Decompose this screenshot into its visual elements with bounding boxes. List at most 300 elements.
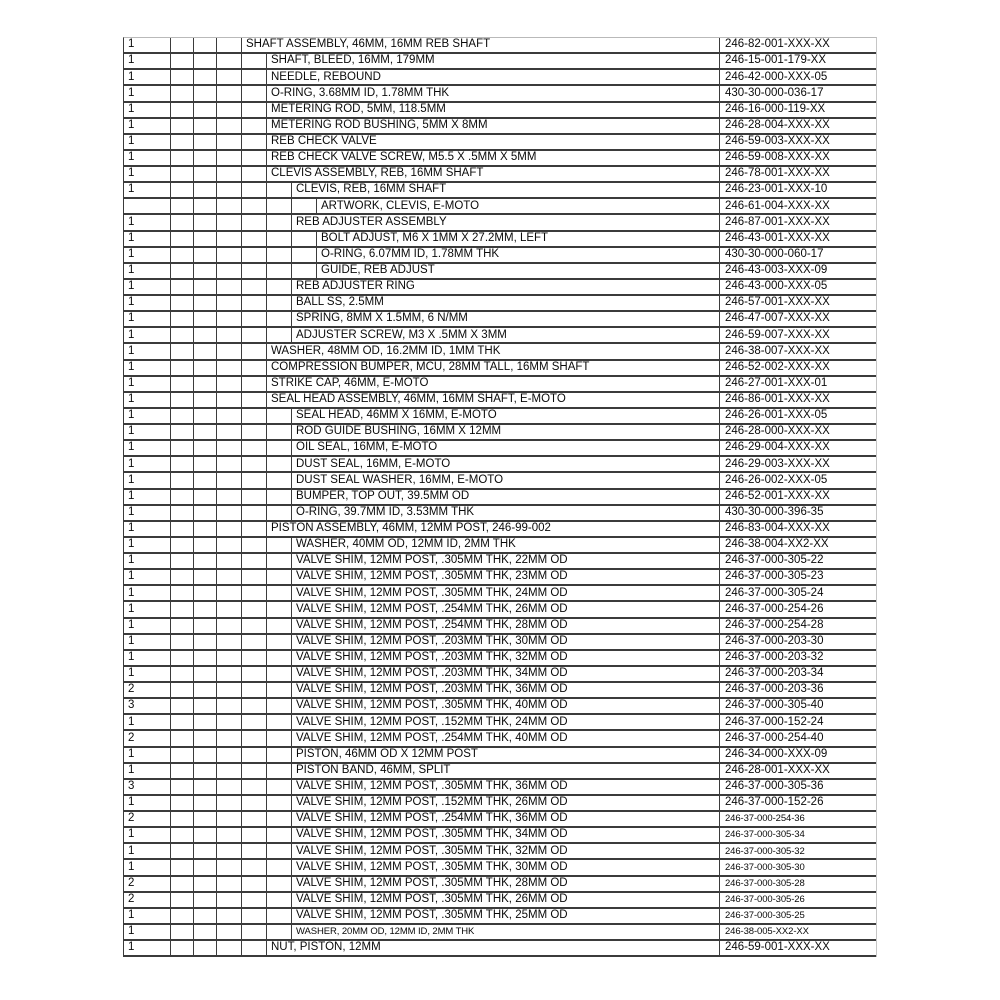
spacer-cell [217,877,242,891]
spacer-cell [194,748,217,762]
spacer-cell [171,828,194,842]
spacer-cell [171,893,194,907]
qty-cell: 1 [124,828,171,842]
part-number-cell: 246-37-000-152-26 [725,796,824,809]
part-number-cell: 246-37-000-254-36 [725,813,805,825]
description-cell [242,925,720,939]
table-row [124,361,876,377]
indent-spacer [267,796,292,810]
description-cell [242,844,720,858]
qty-cell: 2 [124,877,171,891]
description-text: VALVE SHIM, 12MM POST, .152MM THK, 24MM OD [296,715,568,728]
spacer-cell [194,925,217,939]
part-number-cell: 246-43-003-XXX-09 [725,264,828,277]
qty-cell: 1 [124,715,171,729]
indent-spacer [242,554,267,568]
description-text: VALVE SHIM, 12MM POST, .305MM THK, 34MM OD [296,828,568,841]
indent-spacer [267,296,292,310]
description-cell [242,522,720,536]
qty-cell: 2 [124,731,171,745]
qty-cell: 1 [124,506,171,520]
spacer-cell [194,248,217,262]
spacer-cell [171,425,194,439]
spacer-cell [194,538,217,552]
description-text: COMPRESSION BUMPER, MCU, 28MM TALL, 16MM SHAFT [271,360,590,373]
description-cell [242,715,720,729]
indent-spacer [242,651,267,665]
spacer-cell [194,860,217,874]
part-number-cell: 246-38-007-XXX-XX [725,344,830,357]
spacer-cell [194,764,217,778]
table-row [124,635,876,651]
description-text: WASHER, 40MM OD, 12MM ID, 2MM THK [296,538,516,551]
indent-spacer [242,844,267,858]
spacer-cell [171,538,194,552]
description-cell [242,183,720,197]
table-row [124,70,876,86]
description-text: DUST SEAL WASHER, 16MM, E-MOTO [296,473,504,486]
description-text: REB CHECK VALVE [271,135,377,148]
indent-spacer [267,312,292,326]
qty-cell: 1 [124,393,171,407]
spacer-cell [217,570,242,584]
spacer-cell [171,215,194,229]
spacer-cell [171,361,194,375]
spacer-cell [194,780,217,794]
spacer-cell [194,893,217,907]
spacer-cell [217,344,242,358]
qty-cell: 1 [124,167,171,181]
description-text: BOLT ADJUST, M6 X 1MM X 27.2MM, LEFT [321,231,549,244]
description-text: REB CHECK VALVE SCREW, M5.5 X .5MM X 5MM [271,151,537,164]
part-number-cell: 246-37-000-305-26 [725,893,805,905]
table-row [124,344,876,360]
indent-spacer [242,715,267,729]
indent-spacer [242,812,267,826]
spacer-cell [171,764,194,778]
indent-spacer [242,490,267,504]
spacer-cell [194,554,217,568]
description-cell [242,457,720,471]
table-row [124,86,876,102]
qty-cell: 1 [124,925,171,939]
qty-cell: 3 [124,699,171,713]
indent-spacer [267,764,292,778]
qty-cell: 1 [124,457,171,471]
indent-spacer [242,86,267,100]
part-number-cell: 430-30-000-060-17 [725,247,824,260]
table-row [124,490,876,506]
qty-cell: 1 [124,796,171,810]
spacer-cell [217,812,242,826]
indent-spacer [267,586,292,600]
spacer-cell [217,651,242,665]
indent-spacer [242,280,267,294]
spacer-cell [217,635,242,649]
spacer-cell [171,457,194,471]
indent-spacer [267,877,292,891]
spacer-cell [217,602,242,616]
spacer-cell [171,393,194,407]
indent-spacer [267,860,292,874]
description-cell [242,538,720,552]
description-cell [242,296,720,310]
description-cell [242,248,720,262]
indent-spacer [267,667,292,681]
description-text: CLEVIS, REB, 16MM SHAFT [296,183,447,196]
indent-spacer [267,748,292,762]
spacer-cell [217,554,242,568]
spacer-cell [171,441,194,455]
indent-spacer [267,828,292,842]
description-text: PISTON ASSEMBLY, 46MM, 12MM POST, 246-99-002 [271,522,551,535]
description-text: VALVE SHIM, 12MM POST, .254MM THK, 28MM OD [296,618,568,631]
part-number-cell: 430-30-000-036-17 [725,86,824,99]
indent-spacer [267,570,292,584]
spacer-cell [217,844,242,858]
qty-cell: 1 [124,570,171,584]
description-text: VALVE SHIM, 12MM POST, .305MM THK, 24MM OD [296,586,568,599]
description-text: PISTON BAND, 46MM, SPLIT [296,763,451,776]
spacer-cell [217,893,242,907]
description-cell [242,506,720,520]
description-cell [242,119,720,133]
qty-cell: 1 [124,554,171,568]
spacer-cell [217,457,242,471]
table-row [124,312,876,328]
table-row [124,538,876,554]
indent-spacer [242,635,267,649]
description-text: SEAL HEAD, 46MM X 16MM, E-MOTO [296,409,497,422]
qty-cell: 1 [124,248,171,262]
description-cell [242,393,720,407]
spacer-cell [171,473,194,487]
spacer-cell [217,409,242,423]
spacer-cell [217,296,242,310]
spacer-cell [171,602,194,616]
indent-spacer [267,248,292,262]
indent-spacer [242,441,267,455]
spacer-cell [194,602,217,616]
description-cell [242,135,720,149]
spacer-cell [171,248,194,262]
description-cell [242,328,720,342]
spacer-cell [217,199,242,213]
indent-spacer [267,199,292,213]
qty-cell: 1 [124,361,171,375]
spacer-cell [171,925,194,939]
description-cell [242,570,720,584]
qty-cell: 1 [124,844,171,858]
indent-spacer [242,699,267,713]
description-text: DUST SEAL, 16MM, E-MOTO [296,457,451,470]
qty-cell: 1 [124,490,171,504]
indent-spacer [242,731,267,745]
description-cell [242,941,720,955]
description-text: VALVE SHIM, 12MM POST, .203MM THK, 36MM OD [296,683,568,696]
description-cell [242,441,720,455]
table-row [124,715,876,731]
spacer-cell [217,232,242,246]
spacer-cell [217,86,242,100]
description-text: REB ADJUSTER ASSEMBLY [296,215,447,228]
part-number-cell: 246-37-000-305-25 [725,910,805,922]
indent-spacer [267,780,292,794]
spacer-cell [217,183,242,197]
spacer-cell [194,490,217,504]
qty-cell: 1 [124,54,171,68]
qty-cell: 1 [124,409,171,423]
qty-cell: 1 [124,344,171,358]
spacer-cell [171,522,194,536]
table-row [124,119,876,135]
spacer-cell [194,828,217,842]
description-text: VALVE SHIM, 12MM POST, .305MM THK, 40MM OD [296,699,568,712]
spacer-cell [194,167,217,181]
table-row [124,860,876,876]
qty-cell [124,199,171,213]
description-text: SEAL HEAD ASSEMBLY, 46MM, 16MM SHAFT, E-MOTO [271,393,566,406]
indent-spacer [242,796,267,810]
spacer-cell [194,570,217,584]
qty-cell: 3 [124,780,171,794]
spacer-cell [217,941,242,955]
description-text: STRIKE CAP, 46MM, E-MOTO [271,376,429,389]
spacer-cell [194,941,217,955]
qty-cell: 1 [124,232,171,246]
spacer-cell [194,441,217,455]
description-text: WASHER, 48MM OD, 16.2MM ID, 1MM THK [271,344,501,357]
qty-cell: 1 [124,312,171,326]
description-cell [242,602,720,616]
description-cell [242,312,720,326]
qty-cell: 1 [124,667,171,681]
description-text: BUMPER, TOP OUT, 39.5MM OD [296,489,470,502]
part-number-cell: 246-29-003-XXX-XX [725,457,830,470]
part-number-cell: 246-29-004-XXX-XX [725,441,830,454]
table-row [124,812,876,828]
table-row [124,909,876,925]
spacer-cell [194,312,217,326]
spacer-cell [171,877,194,891]
table-row [124,393,876,409]
table-row [124,796,876,812]
part-number-cell: 246-57-001-XXX-XX [725,296,830,309]
part-number-cell: 246-37-000-305-30 [725,861,805,873]
indent-spacer [242,54,267,68]
indent-spacer [267,699,292,713]
spacer-cell [217,796,242,810]
spacer-cell [217,522,242,536]
indent-spacer [267,683,292,697]
spacer-cell [171,86,194,100]
indent-spacer [242,135,267,149]
qty-cell: 1 [124,215,171,229]
spacer-cell [171,409,194,423]
description-cell [242,473,720,487]
qty-cell: 2 [124,893,171,907]
spacer-cell [171,506,194,520]
spacer-cell [194,377,217,391]
indent-spacer [292,264,317,278]
qty-cell: 1 [124,86,171,100]
description-cell [242,490,720,504]
table-row [124,183,876,199]
indent-spacer [242,925,267,939]
qty-cell: 1 [124,377,171,391]
spacer-cell [194,909,217,923]
spacer-cell [171,328,194,342]
indent-spacer [242,344,267,358]
description-text: VALVE SHIM, 12MM POST, .203MM THK, 30MM OD [296,634,568,647]
indent-spacer [242,506,267,520]
qty-cell: 1 [124,941,171,955]
description-text: VALVE SHIM, 12MM POST, .254MM THK, 40MM OD [296,731,568,744]
table-row [124,554,876,570]
description-cell [242,167,720,181]
spacer-cell [217,441,242,455]
part-number-cell: 246-27-001-XXX-01 [725,376,828,389]
table-row [124,264,876,280]
table-row [124,602,876,618]
spacer-cell [194,215,217,229]
spacer-cell [171,135,194,149]
description-cell [242,199,720,213]
description-text: ARTWORK, CLEVIS, E-MOTO [321,199,480,212]
indent-spacer [242,586,267,600]
qty-cell: 1 [124,151,171,165]
part-number-cell: 246-28-000-XXX-XX [725,425,830,438]
spacer-cell [194,103,217,117]
spacer-cell [171,715,194,729]
description-cell [242,796,720,810]
spacer-cell [171,296,194,310]
indent-spacer [242,377,267,391]
description-text: VALVE SHIM, 12MM POST, .152MM THK, 26MM OD [296,796,568,809]
qty-cell: 2 [124,683,171,697]
indent-spacer [267,280,292,294]
spacer-cell [217,215,242,229]
table-row [124,457,876,473]
parts-list-table [123,37,877,957]
table-row [124,828,876,844]
table-row [124,328,876,344]
spacer-cell [194,651,217,665]
spacer-cell [194,70,217,84]
qty-cell: 1 [124,473,171,487]
spacer-cell [171,683,194,697]
description-cell [242,893,720,907]
spacer-cell [217,167,242,181]
part-number-cell: 246-37-000-203-30 [725,634,824,647]
spacer-cell [194,328,217,342]
indent-spacer [267,183,292,197]
indent-spacer [242,183,267,197]
spacer-cell [217,538,242,552]
qty-cell: 1 [124,280,171,294]
table-row [124,409,876,425]
qty-cell: 1 [124,264,171,278]
part-number-cell: 246-37-000-203-34 [725,667,824,680]
spacer-cell [171,54,194,68]
indent-spacer [242,522,267,536]
description-text: PISTON, 46MM OD X 12MM POST [296,747,478,760]
indent-spacer [242,909,267,923]
indent-spacer [267,457,292,471]
spacer-cell [171,570,194,584]
indent-spacer [242,296,267,310]
indent-spacer [292,199,317,213]
description-text: VALVE SHIM, 12MM POST, .305MM THK, 22MM OD [296,554,568,567]
qty-cell: 1 [124,70,171,84]
description-text: METERING ROD, 5MM, 118.5MM [271,102,446,115]
table-row [124,441,876,457]
description-cell [242,909,720,923]
description-cell [242,764,720,778]
indent-spacer [267,844,292,858]
description-cell [242,377,720,391]
indent-spacer [267,651,292,665]
table-row [124,167,876,183]
qty-cell: 1 [124,860,171,874]
part-number-cell: 246-37-000-152-24 [725,715,824,728]
description-text: VALVE SHIM, 12MM POST, .305MM THK, 26MM OD [296,892,568,905]
part-number-cell: 246-52-001-XXX-XX [725,489,830,502]
spacer-cell [194,473,217,487]
spacer-cell [217,70,242,84]
spacer-cell [194,715,217,729]
table-row [124,699,876,715]
part-number-cell: 246-87-001-XXX-XX [725,215,830,228]
description-cell [242,86,720,100]
indent-spacer [242,328,267,342]
table-row [124,199,876,215]
description-cell [242,586,720,600]
indent-spacer [267,441,292,455]
spacer-cell [194,877,217,891]
spacer-cell [171,796,194,810]
description-cell [242,780,720,794]
spacer-cell [171,667,194,681]
part-number-cell: 246-26-001-XXX-05 [725,409,828,422]
description-cell [242,425,720,439]
spacer-cell [194,683,217,697]
spacer-cell [194,667,217,681]
spacer-cell [171,844,194,858]
indent-spacer [242,119,267,133]
spacer-cell [171,812,194,826]
description-text: O-RING, 6.07MM ID, 1.78MM THK [321,247,500,260]
spacer-cell [171,651,194,665]
indent-spacer [242,425,267,439]
indent-spacer [267,619,292,633]
qty-cell: 1 [124,651,171,665]
qty-cell: 1 [124,119,171,133]
description-text: VALVE SHIM, 12MM POST, .254MM THK, 36MM OD [296,812,568,825]
indent-spacer [267,473,292,487]
description-cell [242,812,720,826]
spacer-cell [194,522,217,536]
indent-spacer [267,409,292,423]
spacer-cell [217,312,242,326]
spacer-cell [217,715,242,729]
table-row [124,764,876,780]
description-cell [242,409,720,423]
description-text: CLEVIS ASSEMBLY, REB, 16MM SHAFT [271,167,484,180]
description-text: VALVE SHIM, 12MM POST, .305MM THK, 28MM OD [296,876,568,889]
spacer-cell [217,699,242,713]
part-number-cell: 246-37-000-203-32 [725,651,824,664]
